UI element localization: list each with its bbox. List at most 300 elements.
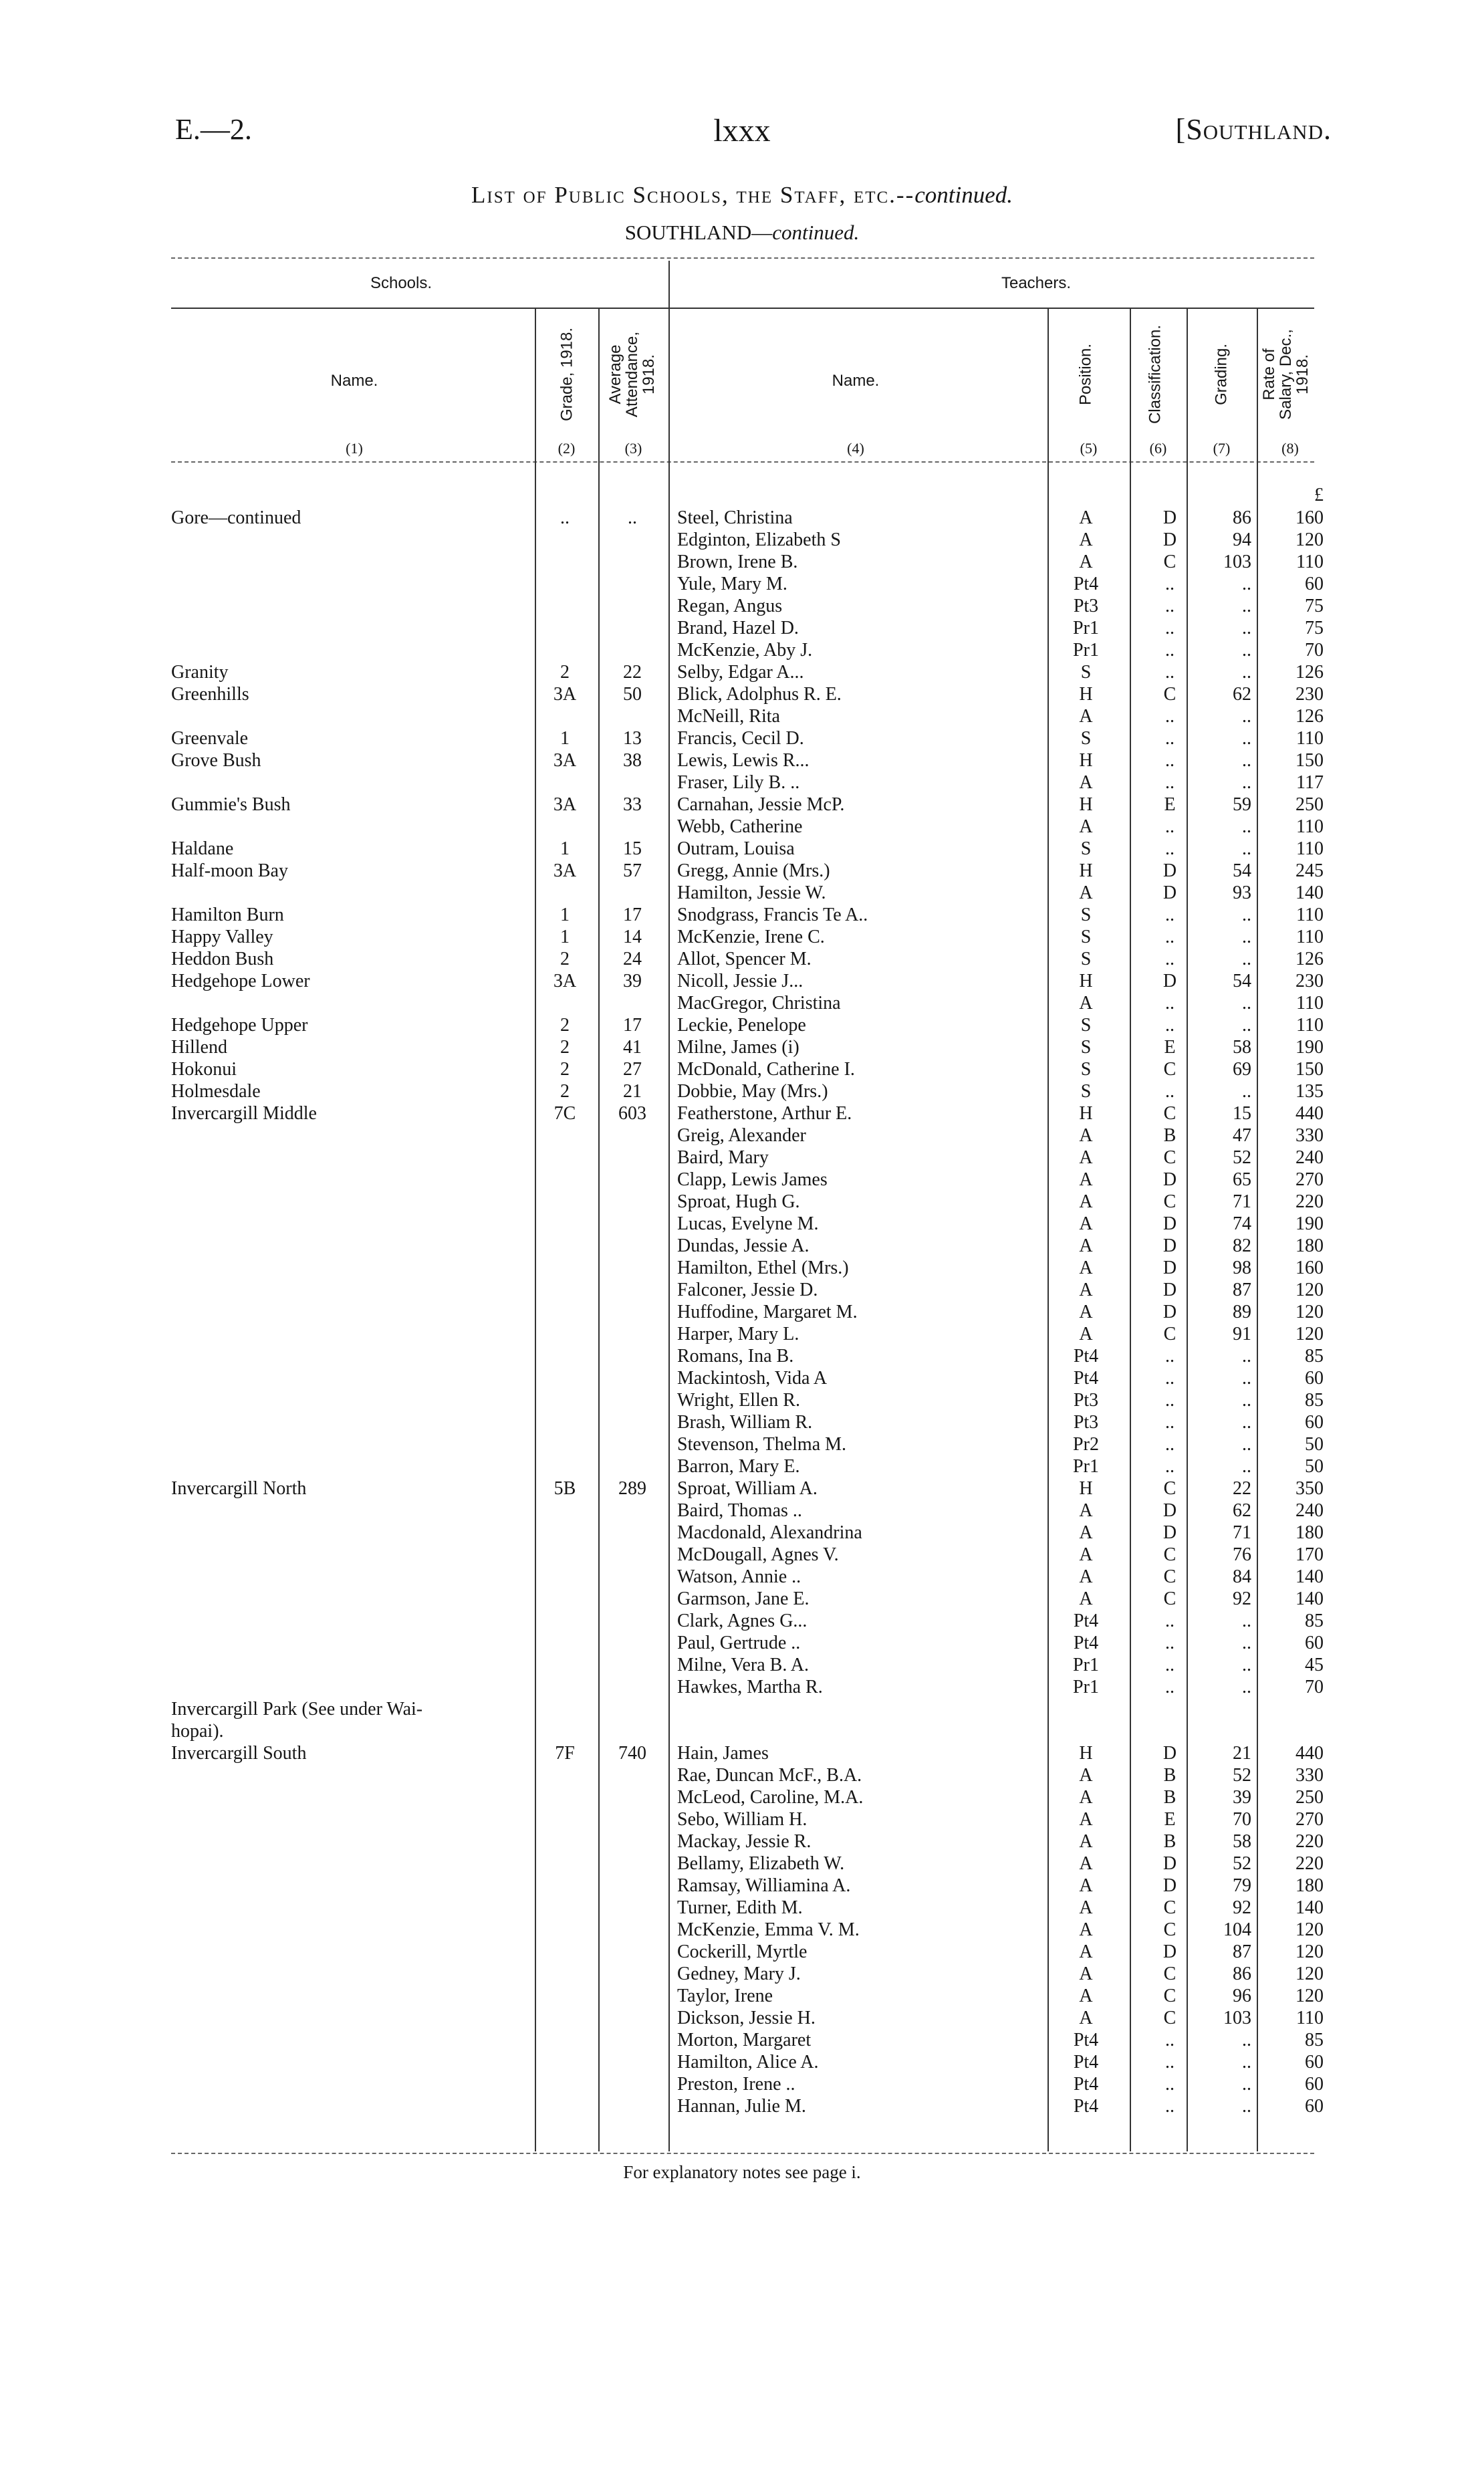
position-cell: A bbox=[1079, 1324, 1093, 1344]
grading-cell: 71 bbox=[1233, 1191, 1251, 1212]
grading-cell: 62 bbox=[1233, 1500, 1251, 1521]
teacher-name-cell: Morton, Margaret bbox=[677, 2030, 812, 2050]
classification-cell: .. bbox=[1165, 949, 1174, 969]
salary-cell: 120 bbox=[1295, 1986, 1324, 2006]
table-row bbox=[0, 1566, 1484, 1588]
teacher-name-cell: Blick, Adolphus R. E. bbox=[677, 684, 842, 705]
salary-cell: 120 bbox=[1295, 529, 1324, 550]
position-cell: S bbox=[1080, 927, 1092, 947]
column-number-4: (4) bbox=[847, 440, 864, 457]
grading-cell: 91 bbox=[1233, 1324, 1251, 1344]
salary-cell: 250 bbox=[1295, 1787, 1324, 1808]
salary-cell: 270 bbox=[1295, 1809, 1324, 1830]
teacher-name-cell: Hawkes, Martha R. bbox=[677, 1677, 823, 1697]
classification-cell: .. bbox=[1165, 596, 1174, 616]
teacher-name-cell: Nicoll, Jessie J... bbox=[677, 971, 803, 991]
salary-cell: 60 bbox=[1305, 2052, 1324, 2072]
attendance-cell: 289 bbox=[618, 1478, 646, 1499]
table-row bbox=[0, 772, 1484, 794]
classification-cell: D bbox=[1162, 882, 1177, 903]
table-row bbox=[0, 661, 1484, 683]
teacher-name-cell: McKenzie, Emma V. M. bbox=[677, 1919, 860, 1940]
school-name-cell: Grove Bush bbox=[171, 750, 261, 771]
position-cell: A bbox=[1079, 1522, 1093, 1543]
salary-cell: 190 bbox=[1295, 1213, 1324, 1234]
grading-cell: 103 bbox=[1223, 2008, 1251, 2028]
grading-cell: 87 bbox=[1233, 1941, 1251, 1962]
teacher-name-cell: Featherstone, Arthur E. bbox=[677, 1103, 852, 1124]
teacher-name-cell: Paul, Gertrude .. bbox=[677, 1633, 801, 1653]
classification-cell: .. bbox=[1165, 838, 1174, 859]
grading-cell: 65 bbox=[1233, 1169, 1251, 1190]
salary-cell: 110 bbox=[1296, 552, 1324, 572]
salary-cell: 120 bbox=[1295, 1964, 1324, 1984]
school-name-cell: Invercargill South bbox=[171, 1743, 307, 1764]
teacher-name-cell: Snodgrass, Francis Te A.. bbox=[677, 905, 868, 925]
classification-cell: .. bbox=[1165, 816, 1174, 837]
classification-cell: C bbox=[1163, 1964, 1177, 1984]
grading-cell: 47 bbox=[1233, 1125, 1251, 1146]
attendance-cell: .. bbox=[628, 507, 637, 528]
table-row bbox=[0, 816, 1484, 838]
salary-cell: 75 bbox=[1305, 618, 1324, 638]
teacher-name-cell: Hamilton, Jessie W. bbox=[677, 882, 826, 903]
table-row bbox=[0, 573, 1484, 595]
school-name-cell: Gummie's Bush bbox=[171, 794, 291, 815]
position-cell: H bbox=[1079, 971, 1093, 991]
position-cell: A bbox=[1079, 1964, 1093, 1984]
classification-cell: B bbox=[1163, 1765, 1177, 1786]
attendance-cell: 603 bbox=[618, 1103, 646, 1124]
teacher-name-cell: Mackay, Jessie R. bbox=[677, 1831, 812, 1852]
subtitle-main: SOUTHLAND— bbox=[624, 221, 773, 244]
grading-cell: 39 bbox=[1233, 1787, 1251, 1808]
grading-cell: .. bbox=[1242, 772, 1251, 793]
classification-cell: C bbox=[1163, 1544, 1177, 1565]
teacher-name-cell: Hain, James bbox=[677, 1743, 769, 1764]
teacher-name-cell: Hamilton, Alice A. bbox=[677, 2052, 819, 2072]
salary-cell: 180 bbox=[1295, 1522, 1324, 1543]
table-row bbox=[0, 1279, 1484, 1301]
grading-cell: .. bbox=[1242, 993, 1251, 1014]
position-cell: H bbox=[1079, 1103, 1093, 1124]
classification-cell: E bbox=[1164, 1809, 1176, 1830]
position-cell: A bbox=[1079, 1302, 1093, 1322]
classification-cell: .. bbox=[1165, 1346, 1174, 1367]
table-row bbox=[0, 1676, 1484, 1698]
salary-cell: 110 bbox=[1296, 816, 1324, 837]
classification-cell: .. bbox=[1165, 1611, 1174, 1631]
teacher-name-cell: Macdonald, Alexandrina bbox=[677, 1522, 862, 1543]
grading-cell: .. bbox=[1242, 574, 1251, 594]
table-row bbox=[0, 1036, 1484, 1058]
grade-cell: 2 bbox=[560, 1081, 570, 1102]
teacher-name-cell: Garmson, Jane E. bbox=[677, 1588, 810, 1609]
position-cell: S bbox=[1080, 1081, 1092, 1102]
attendance-cell: 17 bbox=[623, 1015, 642, 1036]
school-name-cell: Hokonui bbox=[171, 1059, 237, 1080]
page-number: lxxx bbox=[713, 113, 771, 148]
salary-cell: 50 bbox=[1305, 1456, 1324, 1477]
table-row bbox=[0, 2029, 1484, 2051]
attendance-cell: 27 bbox=[623, 1059, 642, 1080]
table-row bbox=[0, 1522, 1484, 1544]
grading-cell: 86 bbox=[1233, 1964, 1251, 1984]
teacher-name-cell: Romans, Ina B. bbox=[677, 1346, 794, 1367]
attendance-header-label: Average Attendance, 1918. bbox=[606, 331, 658, 418]
teacher-name-cell: McKenzie, Aby J. bbox=[677, 640, 813, 661]
salary-cell: 160 bbox=[1295, 507, 1324, 528]
column-number-5: (5) bbox=[1080, 440, 1098, 457]
classification-cell: C bbox=[1163, 552, 1177, 572]
salary-cell: 126 bbox=[1295, 662, 1324, 683]
grading-cell: 96 bbox=[1233, 1986, 1251, 2006]
classification-cell: .. bbox=[1165, 2030, 1174, 2050]
classification-cell: .. bbox=[1165, 772, 1174, 793]
grading-cell: 98 bbox=[1233, 1258, 1251, 1278]
table-row bbox=[0, 1610, 1484, 1632]
teacher-name-cell: McKenzie, Irene C. bbox=[677, 927, 825, 947]
teacher-name-cell: Cockerill, Myrtle bbox=[677, 1941, 808, 1962]
classification-cell: C bbox=[1163, 1919, 1177, 1940]
grading-cell: 92 bbox=[1233, 1588, 1251, 1609]
grading-cell: .. bbox=[1242, 1015, 1251, 1036]
teacher-name-cell: Steel, Christina bbox=[677, 507, 793, 528]
position-cell: Pr1 bbox=[1073, 618, 1099, 638]
grading-cell: .. bbox=[1242, 640, 1251, 661]
grading-cell: .. bbox=[1242, 1368, 1251, 1389]
classification-cell: .. bbox=[1165, 1412, 1174, 1433]
table-row bbox=[0, 1588, 1484, 1610]
teacher-name-cell: Watson, Annie .. bbox=[677, 1566, 801, 1587]
table-row bbox=[0, 1808, 1484, 1830]
classification-cell: .. bbox=[1165, 2052, 1174, 2072]
school-name-cell: Half-moon Bay bbox=[171, 860, 288, 881]
attendance-cell: 15 bbox=[623, 838, 642, 859]
table-row bbox=[0, 749, 1484, 772]
attendance-cell: 24 bbox=[623, 949, 642, 969]
grade-cell: 3A bbox=[553, 971, 577, 991]
position-cell: Pt3 bbox=[1073, 596, 1099, 616]
table-row bbox=[0, 1191, 1484, 1213]
table-row bbox=[0, 683, 1484, 705]
grade-cell: 2 bbox=[560, 1015, 570, 1036]
school-name-cell: Hedgehope Lower bbox=[171, 971, 310, 991]
salary-cell: 120 bbox=[1295, 1324, 1324, 1344]
grade-cell: 3A bbox=[553, 750, 577, 771]
salary-cell: 120 bbox=[1295, 1919, 1324, 1940]
grading-cell: 52 bbox=[1233, 1147, 1251, 1168]
salary-header bbox=[1261, 324, 1312, 425]
classification-cell: B bbox=[1163, 1787, 1177, 1808]
grading-cell: .. bbox=[1242, 662, 1251, 683]
grade-cell: 2 bbox=[560, 949, 570, 969]
attendance-cell: 21 bbox=[623, 1081, 642, 1102]
grading-cell: .. bbox=[1242, 618, 1251, 638]
salary-cell: 240 bbox=[1295, 1500, 1324, 1521]
position-cell: H bbox=[1079, 684, 1093, 705]
attendance-cell: 22 bbox=[623, 662, 642, 683]
grade-cell: 3A bbox=[553, 794, 577, 815]
teacher-name-cell: Allot, Spencer M. bbox=[677, 949, 812, 969]
salary-cell: 140 bbox=[1295, 882, 1324, 903]
teacher-name-cell: McDonald, Catherine I. bbox=[677, 1059, 855, 1080]
classification-cell: D bbox=[1162, 1258, 1177, 1278]
grading-cell: .. bbox=[1242, 1677, 1251, 1697]
teacher-name-cell: Milne, Vera B. A. bbox=[677, 1655, 810, 1675]
currency-symbol: £ bbox=[1314, 485, 1324, 505]
grading-cell: .. bbox=[1242, 905, 1251, 925]
salary-cell: 245 bbox=[1295, 860, 1324, 881]
school-name-cell: Invercargill Middle bbox=[171, 1103, 317, 1124]
grade-cell: 2 bbox=[560, 1059, 570, 1080]
schools-group-header: Schools. bbox=[370, 274, 432, 292]
grading-cell: .. bbox=[1242, 1412, 1251, 1433]
grading-cell: 52 bbox=[1233, 1853, 1251, 1874]
classification-cell: D bbox=[1162, 1213, 1177, 1234]
grading-cell: .. bbox=[1242, 2096, 1251, 2117]
teacher-name-cell: Dickson, Jessie H. bbox=[677, 2008, 816, 2028]
attendance-cell: 33 bbox=[623, 794, 642, 815]
grading-cell: .. bbox=[1242, 838, 1251, 859]
grade-cell: 1 bbox=[560, 905, 570, 925]
table-row bbox=[0, 1235, 1484, 1257]
table-top-rule bbox=[171, 257, 1314, 259]
grading-cell: 70 bbox=[1233, 1809, 1251, 1830]
position-cell: A bbox=[1079, 882, 1093, 903]
table-row bbox=[0, 1985, 1484, 2007]
teacher-name-cell: Gregg, Annie (Mrs.) bbox=[677, 860, 830, 881]
salary-cell: 110 bbox=[1296, 728, 1324, 749]
grading-cell: .. bbox=[1242, 927, 1251, 947]
classification-cell: C bbox=[1163, 1986, 1177, 2006]
table-row bbox=[0, 2007, 1484, 2029]
table-row bbox=[0, 948, 1484, 970]
grading-cell: 54 bbox=[1233, 860, 1251, 881]
position-cell: H bbox=[1079, 1478, 1093, 1499]
attendance-cell: 41 bbox=[623, 1037, 642, 1058]
grading-cell: .. bbox=[1242, 1081, 1251, 1102]
classification-cell: .. bbox=[1165, 1655, 1174, 1675]
teacher-name-cell: Yule, Mary M. bbox=[677, 574, 787, 594]
teacher-name-cell: Mackintosh, Vida A bbox=[677, 1368, 828, 1389]
grading-cell: 52 bbox=[1233, 1765, 1251, 1786]
classification-cell: C bbox=[1163, 1059, 1177, 1080]
teacher-name-cell: Webb, Catherine bbox=[677, 816, 803, 837]
column-number-3: (3) bbox=[624, 440, 642, 457]
table-row bbox=[0, 882, 1484, 904]
grading-cell: .. bbox=[1242, 706, 1251, 727]
classification-cell: D bbox=[1162, 1522, 1177, 1543]
position-cell: A bbox=[1079, 772, 1093, 793]
position-cell: H bbox=[1079, 750, 1093, 771]
table-row bbox=[0, 1411, 1484, 1433]
column-header-rule bbox=[171, 461, 1314, 463]
teacher-name-header: Name. bbox=[832, 372, 880, 390]
salary-cell: 220 bbox=[1295, 1191, 1324, 1212]
grading-cell: 69 bbox=[1233, 1059, 1251, 1080]
table-row bbox=[0, 2051, 1484, 2073]
position-cell: S bbox=[1080, 1037, 1092, 1058]
table-row bbox=[0, 705, 1484, 727]
position-cell: A bbox=[1079, 1809, 1093, 1830]
school-name-cell: Hillend bbox=[171, 1037, 227, 1058]
school-name-cell: Haldane bbox=[171, 838, 234, 859]
table-row bbox=[0, 507, 1484, 529]
table-row bbox=[0, 727, 1484, 749]
teacher-name-cell: Brash, William R. bbox=[677, 1412, 813, 1433]
table-row bbox=[0, 794, 1484, 816]
position-cell: H bbox=[1079, 794, 1093, 815]
teacher-name-cell: Sproat, William A. bbox=[677, 1478, 818, 1499]
classification-cell: .. bbox=[1165, 750, 1174, 771]
position-cell: A bbox=[1079, 1897, 1093, 1918]
teacher-name-cell: Hamilton, Ethel (Mrs.) bbox=[677, 1258, 849, 1278]
position-cell: Pr1 bbox=[1073, 1456, 1099, 1477]
position-cell: A bbox=[1079, 529, 1093, 550]
classification-cell: .. bbox=[1165, 728, 1174, 749]
salary-cell: 60 bbox=[1305, 574, 1324, 594]
grading-cell: .. bbox=[1242, 2052, 1251, 2072]
salary-cell: 110 bbox=[1296, 905, 1324, 925]
grading-cell: 89 bbox=[1233, 1302, 1251, 1322]
region-label: [Southland. bbox=[1175, 113, 1332, 146]
position-cell: S bbox=[1080, 838, 1092, 859]
position-cell: A bbox=[1079, 1941, 1093, 1962]
grading-cell: .. bbox=[1242, 816, 1251, 837]
salary-cell: 220 bbox=[1295, 1831, 1324, 1852]
salary-cell: 330 bbox=[1295, 1125, 1324, 1146]
table-bottom-rule bbox=[171, 2153, 1314, 2154]
position-cell: A bbox=[1079, 1169, 1093, 1190]
salary-cell: 117 bbox=[1296, 772, 1324, 793]
classification-cell: .. bbox=[1165, 618, 1174, 638]
position-cell: S bbox=[1080, 728, 1092, 749]
teacher-name-cell: Clark, Agnes G... bbox=[677, 1611, 808, 1631]
classification-cell: C bbox=[1163, 1147, 1177, 1168]
table-row bbox=[0, 595, 1484, 617]
table-row bbox=[0, 2073, 1484, 2095]
teacher-name-cell: Fraser, Lily B. .. bbox=[677, 772, 800, 793]
column-number-6: (6) bbox=[1149, 440, 1167, 457]
classification-cell: B bbox=[1163, 1831, 1177, 1852]
school-name-cell: Greenvale bbox=[171, 728, 249, 749]
grading-header: Grading. bbox=[1212, 343, 1231, 406]
table-row bbox=[0, 1124, 1484, 1147]
grading-cell: 93 bbox=[1233, 882, 1251, 903]
grade-header: Grade, 1918. bbox=[558, 327, 576, 422]
salary-cell: 60 bbox=[1305, 1368, 1324, 1389]
grading-cell: .. bbox=[1242, 2030, 1251, 2050]
teacher-name-cell: Selby, Edgar A... bbox=[677, 662, 804, 683]
table-row bbox=[0, 1875, 1484, 1897]
classification-cell: C bbox=[1163, 1566, 1177, 1587]
position-cell: A bbox=[1079, 1765, 1093, 1786]
salary-cell: 85 bbox=[1305, 2030, 1324, 2050]
classification-cell: .. bbox=[1165, 2074, 1174, 2095]
classification-cell: D bbox=[1162, 1941, 1177, 1962]
grade-cell: 3A bbox=[553, 684, 577, 705]
teacher-name-cell: Dundas, Jessie A. bbox=[677, 1235, 810, 1256]
classification-cell: .. bbox=[1165, 1456, 1174, 1477]
grade-cell: .. bbox=[560, 507, 570, 528]
teacher-name-cell: Dobbie, May (Mrs.) bbox=[677, 1081, 828, 1102]
salary-header-label: Rate of Salary, Dec., 1918. bbox=[1260, 329, 1312, 420]
position-cell: A bbox=[1079, 552, 1093, 572]
position-cell: A bbox=[1079, 1853, 1093, 1874]
position-cell: H bbox=[1079, 860, 1093, 881]
position-cell: Pt4 bbox=[1073, 1633, 1099, 1653]
teacher-name-cell: Francis, Cecil D. bbox=[677, 728, 804, 749]
position-cell: A bbox=[1079, 993, 1093, 1014]
classification-header: Classification. bbox=[1146, 324, 1164, 425]
classification-cell: E bbox=[1164, 1037, 1176, 1058]
salary-cell: 150 bbox=[1295, 1059, 1324, 1080]
grading-cell: 92 bbox=[1233, 1897, 1251, 1918]
position-cell: S bbox=[1080, 905, 1092, 925]
position-header: Position. bbox=[1076, 343, 1095, 406]
grade-cell: 2 bbox=[560, 1037, 570, 1058]
table-row bbox=[0, 1742, 1484, 1764]
table-row bbox=[0, 1455, 1484, 1477]
classification-cell: .. bbox=[1165, 1677, 1174, 1697]
position-cell: A bbox=[1079, 1831, 1093, 1852]
table-row bbox=[0, 992, 1484, 1014]
salary-cell: 230 bbox=[1295, 684, 1324, 705]
teacher-name-cell: Regan, Angus bbox=[677, 596, 783, 616]
salary-cell: 120 bbox=[1295, 1941, 1324, 1962]
classification-cell: D bbox=[1162, 971, 1177, 991]
teacher-name-cell: Ramsay, Williamina A. bbox=[677, 1875, 851, 1896]
column-number-2: (2) bbox=[558, 440, 576, 457]
classification-cell: .. bbox=[1165, 905, 1174, 925]
position-cell: A bbox=[1079, 816, 1093, 837]
school-name-cell: Hedgehope Upper bbox=[171, 1015, 308, 1036]
classification-cell: C bbox=[1163, 1191, 1177, 1212]
salary-cell: 60 bbox=[1305, 1412, 1324, 1433]
grading-cell: 74 bbox=[1233, 1213, 1251, 1234]
salary-cell: 140 bbox=[1295, 1897, 1324, 1918]
teacher-name-cell: Carnahan, Jessie McP. bbox=[677, 794, 845, 815]
table-row bbox=[0, 1367, 1484, 1389]
classification-cell: D bbox=[1162, 1235, 1177, 1256]
subtitle-continued: continued. bbox=[772, 221, 860, 244]
salary-cell: 240 bbox=[1295, 1147, 1324, 1168]
position-cell: A bbox=[1079, 1544, 1093, 1565]
teacher-name-cell: Lewis, Lewis R... bbox=[677, 750, 810, 771]
classification-cell: .. bbox=[1165, 1390, 1174, 1411]
table-row bbox=[0, 1301, 1484, 1323]
table-row bbox=[0, 1213, 1484, 1235]
classification-cell: D bbox=[1162, 529, 1177, 550]
table-row bbox=[0, 1477, 1484, 1500]
attendance-cell: 14 bbox=[623, 927, 642, 947]
teacher-name-cell: Bellamy, Elizabeth W. bbox=[677, 1853, 845, 1874]
table-row bbox=[0, 1720, 1484, 1742]
classification-cell: D bbox=[1162, 1280, 1177, 1300]
table-row bbox=[0, 1500, 1484, 1522]
table-row bbox=[0, 1698, 1484, 1720]
teacher-name-cell: Lucas, Evelyne M. bbox=[677, 1213, 819, 1234]
classification-cell: D bbox=[1162, 1743, 1177, 1764]
classification-cell: C bbox=[1163, 2008, 1177, 2028]
classification-cell: .. bbox=[1165, 927, 1174, 947]
position-cell: A bbox=[1079, 1588, 1093, 1609]
salary-cell: 170 bbox=[1295, 1544, 1324, 1565]
teacher-name-cell: Preston, Irene .. bbox=[677, 2074, 795, 2095]
table-row bbox=[0, 1853, 1484, 1875]
grading-cell: 79 bbox=[1233, 1875, 1251, 1896]
